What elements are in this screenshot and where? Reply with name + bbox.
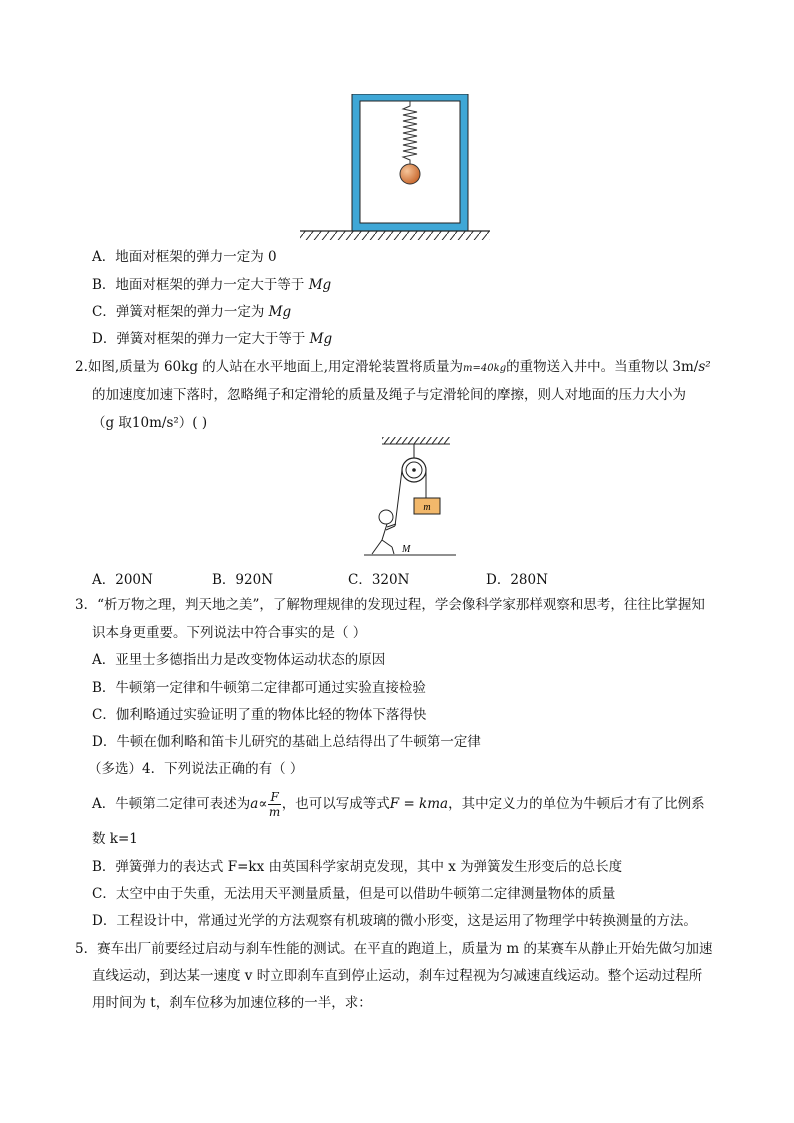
box-label: m <box>423 502 431 513</box>
q2-stem-line1: 2.如图,质量为 60kg 的人站在水平地面上,用定滑轮装置将质量为m=40kg的重物送入井中。当重物以 3m/s² <box>75 359 711 375</box>
man-label: M <box>402 544 411 555</box>
pulley-figure <box>360 436 460 560</box>
q4-stem: （多选）4．下列说法正确的有（ ） <box>88 761 304 777</box>
man-figure <box>372 510 396 554</box>
q3-stem-line1: 3．“析万物之理，判天地之美”，了解物理规律的发现过程，学会像科学家那样观察和思考，往往比掌握知 <box>75 597 705 613</box>
rope-left <box>395 470 402 526</box>
spring <box>403 101 417 164</box>
q2-option-d: D．280N <box>486 572 548 588</box>
q2-stem-line2: 的加速度加速下落时，忽略绳子和定滑轮的质量及绳子与定滑轮间的摩擦，则人对地面的压力大小为 <box>92 387 686 403</box>
q3-option-d: D．牛顿在伽利略和笛卡儿研究的基础上总结得出了牛顿第一定律 <box>92 734 481 750</box>
q1-option-c: C．弹簧对框架的弹力一定为 Mg <box>92 304 292 320</box>
q3-option-a: A．亚里士多德指出力是改变物体运动状态的原因 <box>92 652 386 668</box>
q2-option-c: C．320N <box>348 572 410 588</box>
q4-option-a-line1: A．牛顿第二定律可表述为a∝ $\frac{F}{m}$ ，也可以写成等式F = kma，其中定义力的单位为牛顿后才有了比例系 <box>92 790 705 819</box>
q3-stem-line2: 识本身更重要。下列说法中符合事实的是（ ） <box>92 625 367 641</box>
q1-option-b: B．地面对框架的弹力一定大于等于 Mg <box>92 277 332 293</box>
q2-option-a: A．200N <box>92 572 153 588</box>
q4-option-b: B．弹簧弹力的表达式 F=kx 由英国科学家胡克发现，其中 x 为弹簧发生形变后的总长度 <box>92 859 623 875</box>
ceiling-hatch <box>382 437 450 444</box>
q3-option-b: B．牛顿第一定律和牛顿第二定律都可通过实验直接检验 <box>92 680 426 696</box>
q4-option-c: C．太空中由于失重，无法用天平测量质量，但是可以借助牛顿第二定律测量物体的质量 <box>92 886 616 902</box>
q2-option-b: B．920N <box>212 572 274 588</box>
q4-option-a-line2: 数 k=1 <box>92 831 138 847</box>
q2-stem-line3: （g 取10m/s²）( ) <box>92 415 208 431</box>
frame-spring-figure <box>295 94 495 240</box>
q1-option-a: A．地面对框架的弹力一定为 0 <box>92 249 277 265</box>
q4-option-d: D．工程设计中，常通过光学的方法观察有机玻璃的微小形变，这是运用了物理学中转换测量的方法。 <box>92 913 697 929</box>
q5-stem-line3: 用时间为 t，刹车位移为加速位移的一半，求： <box>92 995 372 1011</box>
fraction-f-over-m: $\frac{F}{m}$ <box>268 790 281 819</box>
q5-stem-line2: 直线运动，到达某一速度 v 时立即刹车直到停止运动，刹车过程视为匀减速直线运动。整个运动过程所 <box>92 968 703 984</box>
q3-option-c: C．伽利略通过实验证明了重的物体比轻的物体下落得快 <box>92 707 427 723</box>
q5-stem-line1: 5．赛车出厂前要经过启动与刹车性能的测试。在平直的跑道上，质量为 m 的某赛车从静止开始先做匀加速 <box>75 941 713 957</box>
ground-hatch <box>300 231 490 240</box>
q1-option-d: D．弹簧对框架的弹力一定大于等于 Mg <box>92 331 333 347</box>
ball <box>400 164 420 184</box>
